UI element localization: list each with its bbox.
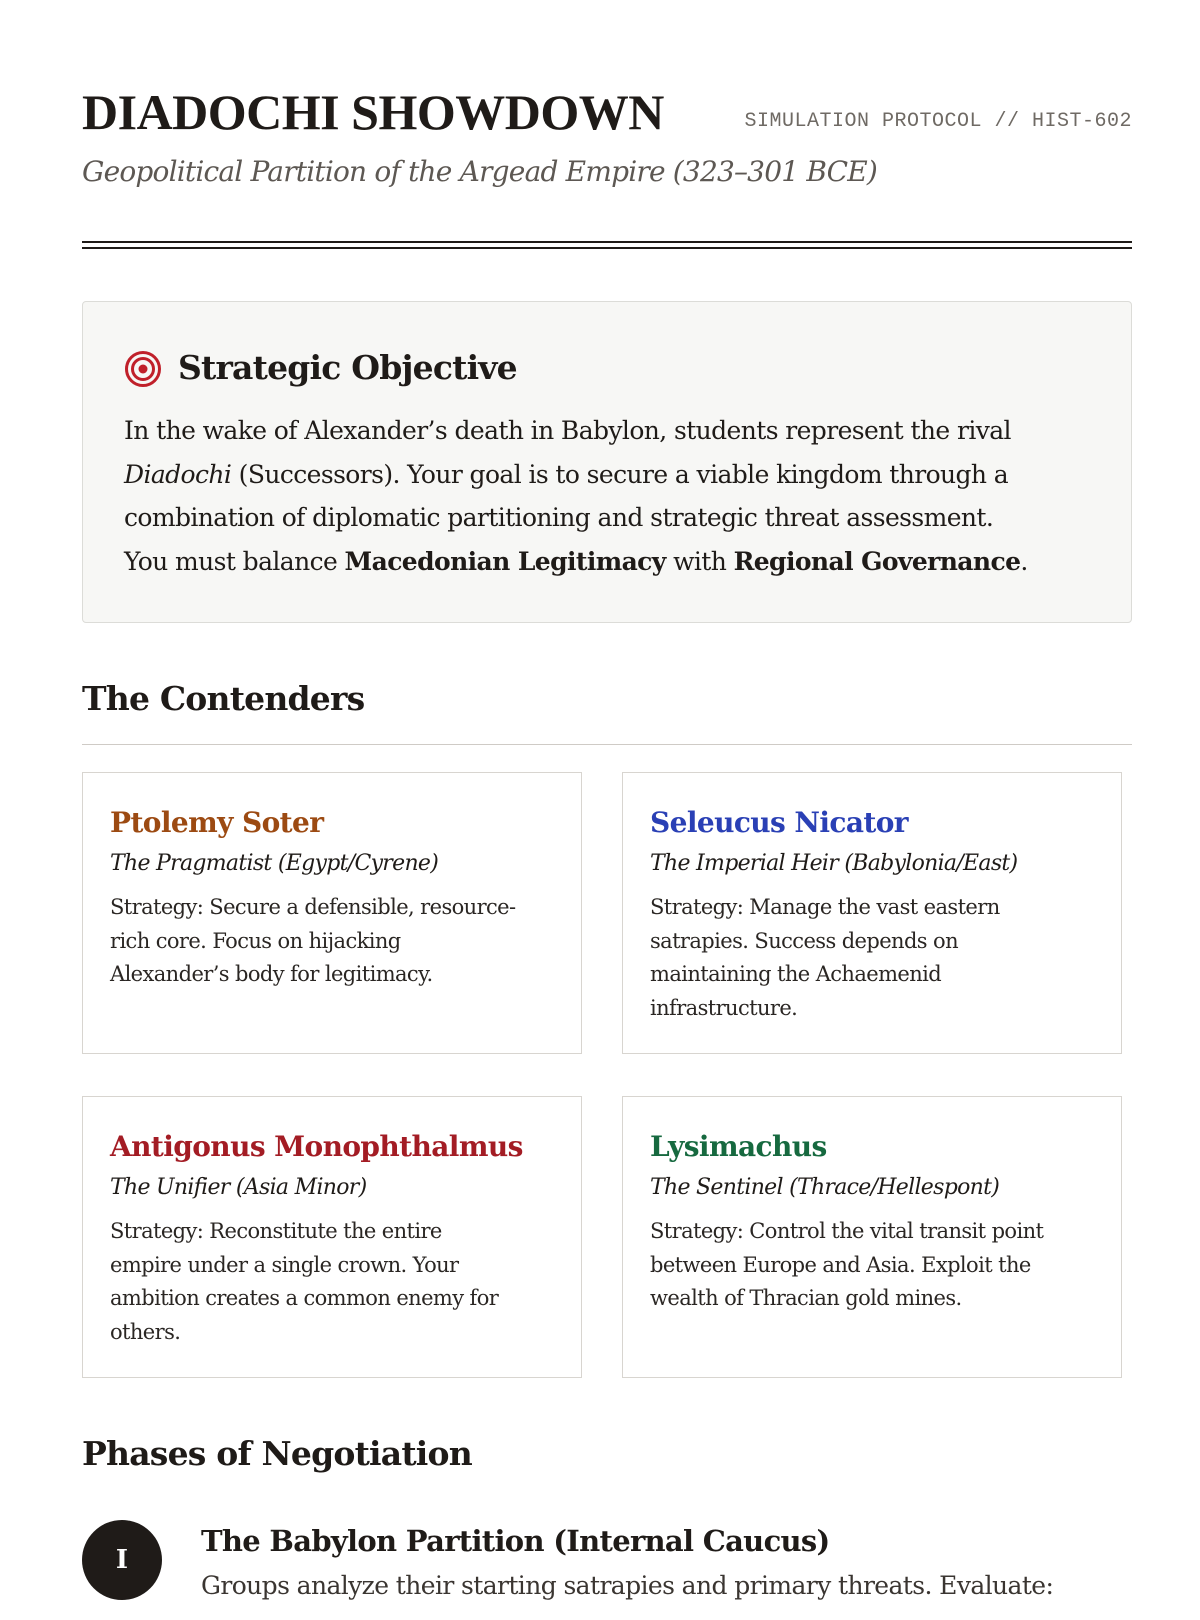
contender-strategy <box>110 1215 560 1349</box>
phase-description: Groups analyze their starting satrapies and primary threats. Evaluate: <box>201 1571 1054 1600</box>
objective-line: In the wake of Alexander’s death in Babylon, students represent the rival <box>124 416 1011 445</box>
objective-line-text: (Successors). Your goal is to secure a viable kingdom through a <box>231 459 1009 489</box>
objective-line <box>124 453 1104 497</box>
strategy-line: satrapies. Success depends on <box>650 928 959 953</box>
strategy-line: Strategy: Control the vital transit point <box>650 1219 1044 1243</box>
strategic-objective-box <box>82 301 1132 623</box>
objective-line-text: You must balance <box>124 546 345 576</box>
strategy-line: between Europe and Asia. Exploit the <box>650 1252 1031 1277</box>
contender-name: Ptolemy Soter <box>110 806 324 839</box>
target-icon <box>124 350 162 388</box>
contender-role: The Pragmatist (Egypt/Cyrene) <box>110 851 439 876</box>
protocol-code: SIMULATION PROTOCOL // HIST-602 <box>744 110 1132 133</box>
document-header <box>82 82 1132 142</box>
objective-title: Strategic Objective <box>178 348 517 387</box>
page-title: DIADOCHI SHOWDOWN <box>82 84 664 140</box>
contender-role: The Unifier (Asia Minor) <box>110 1175 367 1200</box>
contender-name: Antigonus Monophthalmus <box>110 1130 523 1163</box>
contender-name: Seleucus Nicator <box>650 806 908 839</box>
contender-strategy <box>650 1215 1100 1316</box>
strategy-line: rich core. Focus on hijacking <box>110 928 401 953</box>
contender-name: Lysimachus <box>650 1130 827 1163</box>
strategy-line: empire under a single crown. Your <box>110 1252 459 1277</box>
phase-title: The Babylon Partition (Internal Caucus) <box>201 1524 830 1558</box>
strategy-line: Alexander’s body for legitimacy. <box>110 962 433 986</box>
strategy-line: Strategy: Secure a defensible, resource- <box>110 895 516 919</box>
contenders-divider <box>82 744 1132 745</box>
objective-text <box>124 409 1104 583</box>
contender-role: The Sentinel (Thrace/Hellespont) <box>650 1175 1000 1200</box>
phase-number-badge: I <box>82 1520 162 1600</box>
strategy-line: infrastructure. <box>650 995 798 1020</box>
contenders-heading: The Contenders <box>82 679 365 718</box>
contender-card-seleucus <box>622 772 1122 1054</box>
contender-role: The Imperial Heir (Babylonia/East) <box>650 851 1018 876</box>
contender-card-antigonus <box>82 1096 582 1378</box>
governance-term: Regional Governance <box>733 546 1021 576</box>
strategy-line: Strategy: Reconstitute the entire <box>110 1219 442 1243</box>
contender-strategy <box>650 891 1100 1025</box>
phases-heading: Phases of Negotiation <box>82 1434 472 1473</box>
objective-line-text: . <box>1020 546 1028 576</box>
page-subtitle: Geopolitical Partition of the Argead Empire (323–301 BCE) <box>82 155 878 188</box>
header-divider <box>82 241 1132 249</box>
phase-item <box>82 1520 1132 1620</box>
contender-card-lysimachus <box>622 1096 1122 1378</box>
strategy-line: others. <box>110 1319 181 1344</box>
objective-line <box>124 540 1104 584</box>
objective-line-text: with <box>665 546 734 576</box>
objective-line: combination of diplomatic partitioning and strategic threat assessment. <box>124 503 994 532</box>
legitimacy-term: Macedonian Legitimacy <box>344 546 666 576</box>
contender-strategy <box>110 891 560 992</box>
strategy-line: maintaining the Achaemenid <box>650 962 942 986</box>
diadochi-term: Diadochi <box>124 459 232 489</box>
contender-card-ptolemy <box>82 772 582 1054</box>
strategy-line: ambition creates a common enemy for <box>110 1286 499 1310</box>
strategy-line: Strategy: Manage the vast eastern <box>650 895 1000 919</box>
strategy-line: wealth of Thracian gold mines. <box>650 1286 962 1310</box>
